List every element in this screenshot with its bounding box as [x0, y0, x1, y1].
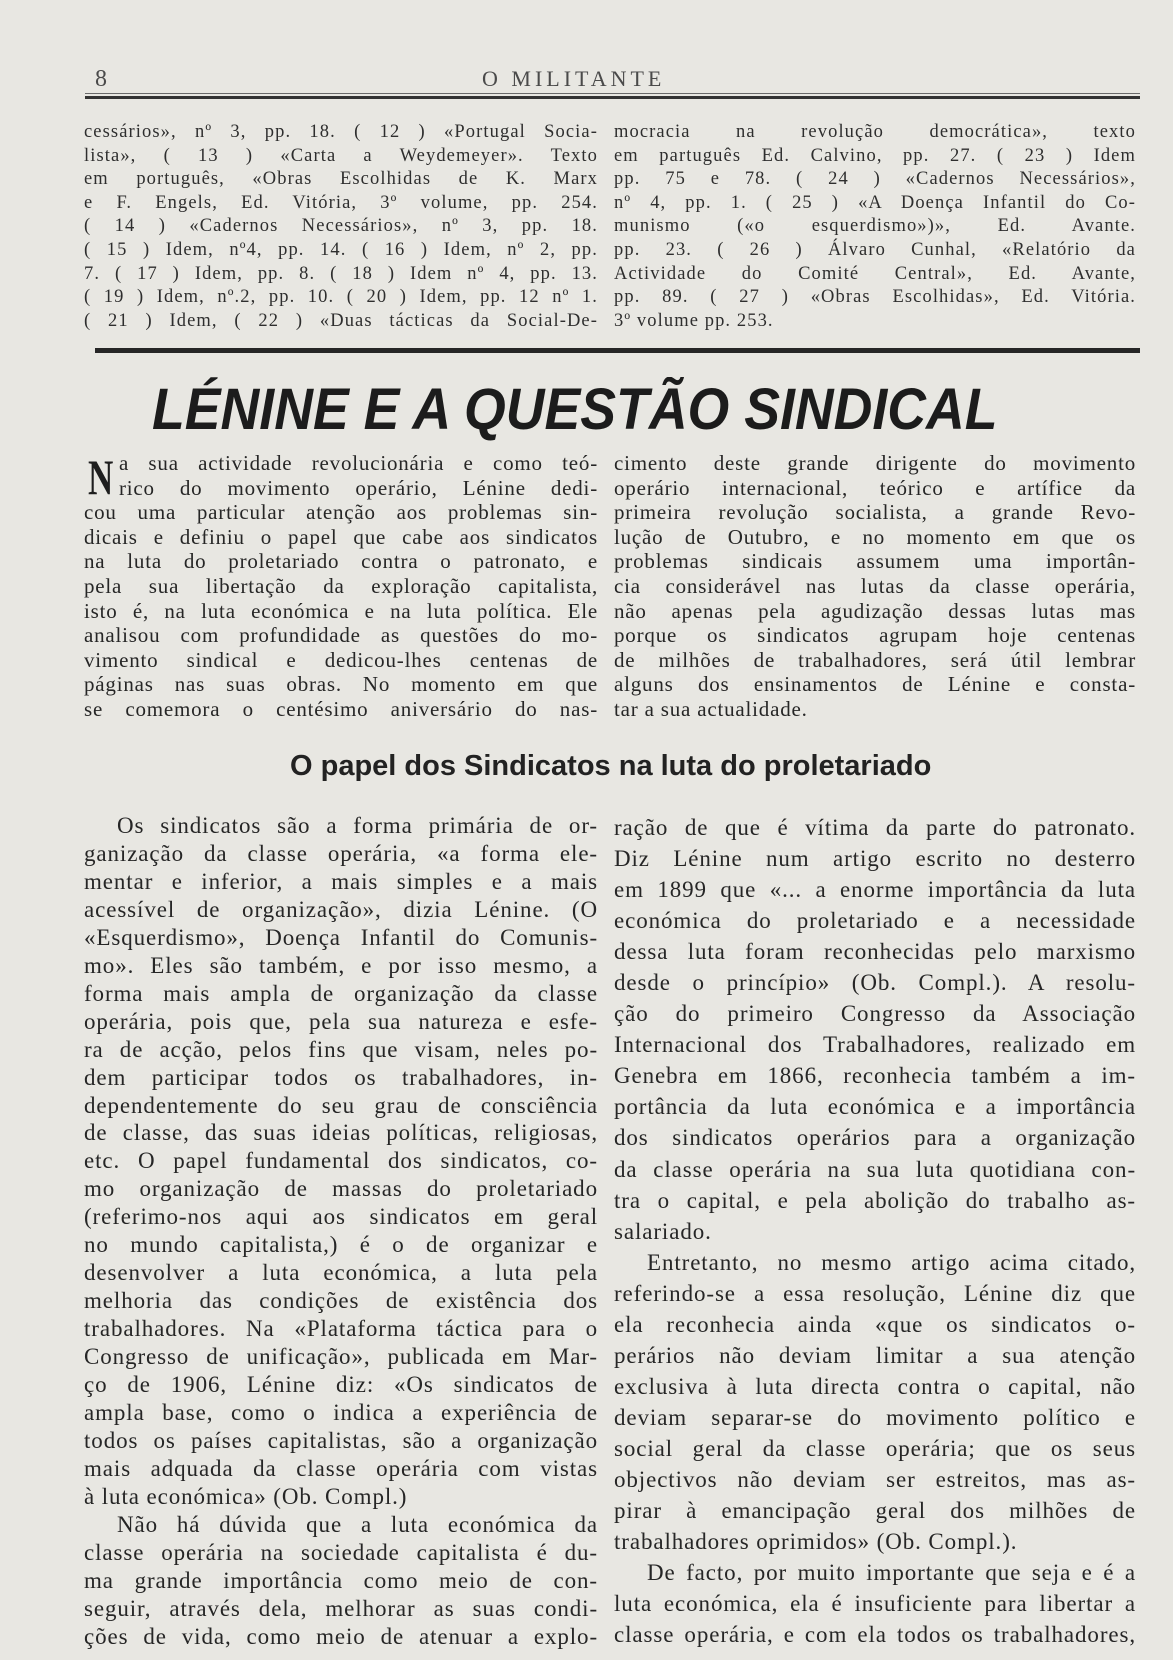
intro-text-line: porque os sindicatos agrupam hoje centenas: [614, 623, 1136, 648]
body-text-line: ço de 1906, Lénine diz: «Os sindicatos de: [84, 1372, 598, 1398]
body-text-line: mo». Eles são também, e por isso mesmo, a: [84, 952, 598, 978]
page-number: 8: [95, 66, 107, 92]
body-text-line: trabalhadores. Na «Plataforma táctica para o: [84, 1316, 598, 1342]
section-divider: [95, 348, 1140, 353]
intro-text-line: primeira revolução socialista, a grande Revo-: [614, 500, 1136, 525]
footnote-line: em português, «Obras Escolhidas de K. Marx: [84, 169, 598, 190]
body-text-line: ções de vida, como meio de atenuar a explo-: [84, 1623, 598, 1649]
article-title: LÉNINE E A QUESTÃO SINDICAL: [152, 377, 998, 442]
footnote-line: pp. 23. ( 26 ) Álvaro Cunhal, «Relatório da: [614, 239, 1136, 260]
body-right-column: [614, 812, 1136, 1650]
intro-text-line: analisou com profundidade as questões do mo-: [84, 623, 598, 648]
intro-text-line: de milhões de trabalhadores, será útil lembrar: [614, 647, 1136, 672]
intro-text-line: isto é, na luta económica e na luta política. Ele: [84, 598, 598, 623]
intro-text-line: problemas sindicais assumem uma importân-: [614, 549, 1136, 574]
intro-text-line: cimento deste grande dirigente do movimento: [614, 451, 1136, 475]
body-text-line: «Esquerdismo», Doença Infantil do Comunis-: [84, 924, 598, 950]
footnote-line: 3º volume pp. 253.: [614, 310, 774, 331]
body-text-line: dependentemente do seu grau de consciência: [84, 1092, 598, 1118]
publication-title: O MILITANTE: [482, 66, 666, 91]
body-text-line: Internacional dos Trabalhadores, realizado em: [614, 1032, 1136, 1058]
body-text-line: mais adquada da classe operária com vistas: [84, 1455, 598, 1481]
body-text-line: todos os países capitalistas, são a organização: [84, 1427, 598, 1453]
body-text-line: luta económica, ela é insuficiente para libertar a: [614, 1591, 1136, 1617]
article-intro: [0, 451, 1173, 726]
footnote-line: ( 15 ) Idem, nº4, pp. 14. ( 16 ) Idem, nº 2, pp.: [84, 239, 598, 260]
body-text-line: ma grande importância como meio de con-: [84, 1567, 598, 1593]
body-text-line: trabalhadores oprimidos» (Ob. Compl.).: [614, 1529, 1018, 1555]
paragraph: [614, 121, 1136, 333]
body-text-line: exclusiva à luta directa contra o capital, não: [614, 1373, 1136, 1399]
footnote-line: ( 19 ) Idem, nº.2, pp. 10. ( 20 ) Idem, pp. 12 nº 1.: [84, 287, 598, 308]
intro-text-line: vimento sindical e dedicou-lhes centenas de: [84, 647, 598, 672]
body-text-line: da classe operária na sua luta quotidiana con-: [614, 1156, 1136, 1182]
intro-text-line: na luta do proletariado contra o patronato, e: [84, 549, 598, 574]
body-text-line: pirar à emancipação geral dos milhões de: [614, 1498, 1136, 1524]
intro-text-line: não apenas pela agudização dessas lutas mas: [614, 598, 1136, 623]
body-text-line: no mundo capitalista,) é o de organizar e: [84, 1232, 598, 1258]
intro-text-line: lução de Outubro, e no momento em que os: [614, 524, 1136, 549]
paragraph: [614, 1247, 1136, 1557]
body-text-line: salariado.: [614, 1218, 712, 1244]
body-text-line: Congresso de unificação», publicada em Mar-: [84, 1344, 598, 1370]
intro-text-line: operário internacional, teórico e artífice da: [614, 475, 1136, 500]
body-text-line: objectivos não deviam ser estreitos, mas as-: [614, 1466, 1136, 1492]
body-text-line: social geral da classe operária; que os seus: [614, 1435, 1136, 1461]
body-text-line: desenvolver a luta económica, a luta pela: [84, 1260, 598, 1286]
footnote-line: Actividade do Comité Central», Ed. Avante,: [614, 263, 1136, 284]
paragraph: [84, 121, 598, 333]
body-text-line: melhoria das condições de existência dos: [84, 1288, 598, 1314]
body-text-line: operária, pois que, pela sua natureza e esfe-: [84, 1008, 598, 1034]
body-text-line: deviam separar-se do movimento político e: [614, 1404, 1136, 1430]
body-text-line: mentar e inferior, a mais simples e a mais: [84, 868, 598, 894]
body-text-line: ampla base, como o indica a experiência de: [84, 1400, 598, 1426]
intro-right-column: [614, 451, 1136, 722]
header-rule: [85, 93, 1140, 99]
body-text-line: dem participar todos os trabalhadores, in-: [84, 1064, 598, 1090]
intro-text-line: se comemora o centésimo aniversário do nas-: [84, 696, 598, 721]
footnotes-left-column: [84, 121, 598, 333]
intro-text-line: rico do movimento operário, Lénine dedi-: [119, 475, 598, 500]
body-text-line: ela reconhecia ainda «que os sindicatos o-: [614, 1311, 1136, 1337]
footnote-line: ( 14 ) «Cadernos Necessários», nº 3, pp. 18.: [84, 216, 598, 237]
body-text-line: dos sindicatos operários para a organização: [614, 1125, 1136, 1151]
body-text-line: ção do primeiro Congresso da Associação: [614, 1001, 1136, 1027]
footnote-line: cessários», nº 3, pp. 18. ( 12 ) «Portugal Socia-: [84, 122, 598, 142]
body-text-line: forma mais ampla de organização da classe: [84, 980, 598, 1006]
body-text-line: ra de acção, pelos fins que visam, neles po-: [84, 1036, 598, 1062]
body-text-line: Diz Lénine num artigo escrito no desterro: [614, 846, 1136, 872]
body-text-line: Genebra em 1866, reconhecia também a im-: [614, 1063, 1136, 1089]
body-text-line: mo organização de massas do proletariado: [84, 1176, 598, 1202]
intro-text-line: alguns dos ensinamentos de Lénine e consta-: [614, 672, 1136, 697]
page-header: [0, 64, 1173, 94]
body-text-line: etc. O papel fundamental dos sindicatos, co-: [84, 1148, 598, 1174]
intro-text-line: páginas nas suas obras. No momento em que: [84, 672, 598, 697]
footnote-line: ( 21 ) Idem, ( 22 ) «Duas tácticas da Social-De-: [84, 310, 598, 331]
body-text-line: classe operária na sociedade capitalista é du-: [84, 1539, 598, 1565]
body-text-line: Os sindicatos são a forma primária de or-: [117, 813, 598, 838]
footnote-line: nº 4, pp. 1. ( 25 ) «A Doença Infantil do Co-: [614, 192, 1136, 213]
body-text-line: seguir, através dela, melhorar as suas condi-: [84, 1595, 598, 1621]
footnote-line: pp. 75 e 78. ( 24 ) «Cadernos Necessários»,: [614, 169, 1136, 190]
body-text-line: acessível de organização», dizia Lénine. (O: [84, 896, 598, 922]
intro-text-line: cou uma particular atenção aos problemas sin-: [84, 500, 598, 525]
intro-text-line: a sua actividade revolucionária e como teó-: [119, 451, 598, 475]
intro-text-line: dicais e definiu o papel que cabe aos sindicatos: [84, 524, 598, 549]
body-text-line: à luta económica» (Ob. Compl.): [84, 1483, 408, 1509]
footnotes: [0, 121, 1173, 336]
body-text-line: Não há dúvida que a luta económica da: [117, 1511, 598, 1537]
body-left-column: [84, 812, 598, 1651]
body-text-line: referindo-se a essa resolução, Lénine diz que: [614, 1280, 1136, 1306]
paragraph: [614, 451, 1136, 722]
body-text-line: tra o capital, e pela abolição do trabalho as-: [614, 1187, 1136, 1213]
body-text-line: em 1899 que «... a enorme importância da luta: [614, 877, 1136, 903]
body-text-line: De facto, por muito importante que seja e é a: [647, 1560, 1136, 1586]
footnote-line: pp. 89. ( 27 ) «Obras Escolhidas», Ed. Vitória.: [614, 287, 1136, 308]
footnote-line: e F. Engels, Ed. Vitória, 3º volume, pp. 254.: [84, 192, 598, 213]
section-heading: O papel dos Sindicatos na luta do proletariado: [290, 750, 932, 782]
intro-left-column: [84, 451, 598, 722]
body-text-line: perários não deviam limitar a sua atenção: [614, 1342, 1136, 1368]
footnote-line: em partuguês Ed. Calvino, pp. 27. ( 23 ) Idem: [614, 145, 1136, 166]
drop-cap: N: [88, 449, 114, 505]
body-text-line: dessa luta foram reconhecidas pelo marxismo: [614, 939, 1136, 965]
body-text-line: desde o princípio» (Ob. Compl.). A resolu-: [614, 970, 1136, 996]
intro-text-line: cia considerável nas lutas da classe operária,: [614, 573, 1136, 598]
body-text-line: ganização da classe operária, «a forma ele-: [84, 840, 598, 866]
article-body: [0, 812, 1173, 1657]
footnote-line: lista», ( 13 ) «Carta a Weydemeyer». Texto: [84, 145, 598, 166]
footnote-line: mocracia na revolução democrática», texto: [614, 122, 1136, 142]
body-text-line: portância da luta económica e a importância: [614, 1094, 1136, 1120]
intro-text-line: pela sua libertação da exploração capitalista,: [84, 573, 598, 598]
body-text-line: Entretanto, no mesmo artigo acima citado,: [647, 1249, 1136, 1275]
paragraph: [84, 1511, 598, 1651]
paragraph: [614, 1557, 1136, 1650]
footnote-line: munismo («o esquerdismo»)», Ed. Avante.: [614, 216, 1136, 237]
body-text-line: ração de que é vítima da parte do patronato.: [614, 815, 1136, 840]
body-text-line: económica do proletariado e a necessidade: [614, 908, 1136, 934]
paragraph: [84, 812, 598, 1511]
body-text-line: (referimo-nos aqui aos sindicatos em geral: [84, 1204, 598, 1230]
body-text-line: classe operária, e com ela todos os trabalhadores,: [614, 1622, 1136, 1648]
footnotes-right-column: [614, 121, 1136, 333]
paragraph: [84, 451, 598, 722]
body-text-line: de classe, das suas ideias políticas, religiosas,: [84, 1120, 598, 1146]
paragraph: [614, 812, 1136, 1247]
intro-text-line: tar a sua actualidade.: [614, 696, 808, 721]
footnote-line: 7. ( 17 ) Idem, pp. 8. ( 18 ) Idem nº 4, pp. 13.: [84, 263, 598, 284]
